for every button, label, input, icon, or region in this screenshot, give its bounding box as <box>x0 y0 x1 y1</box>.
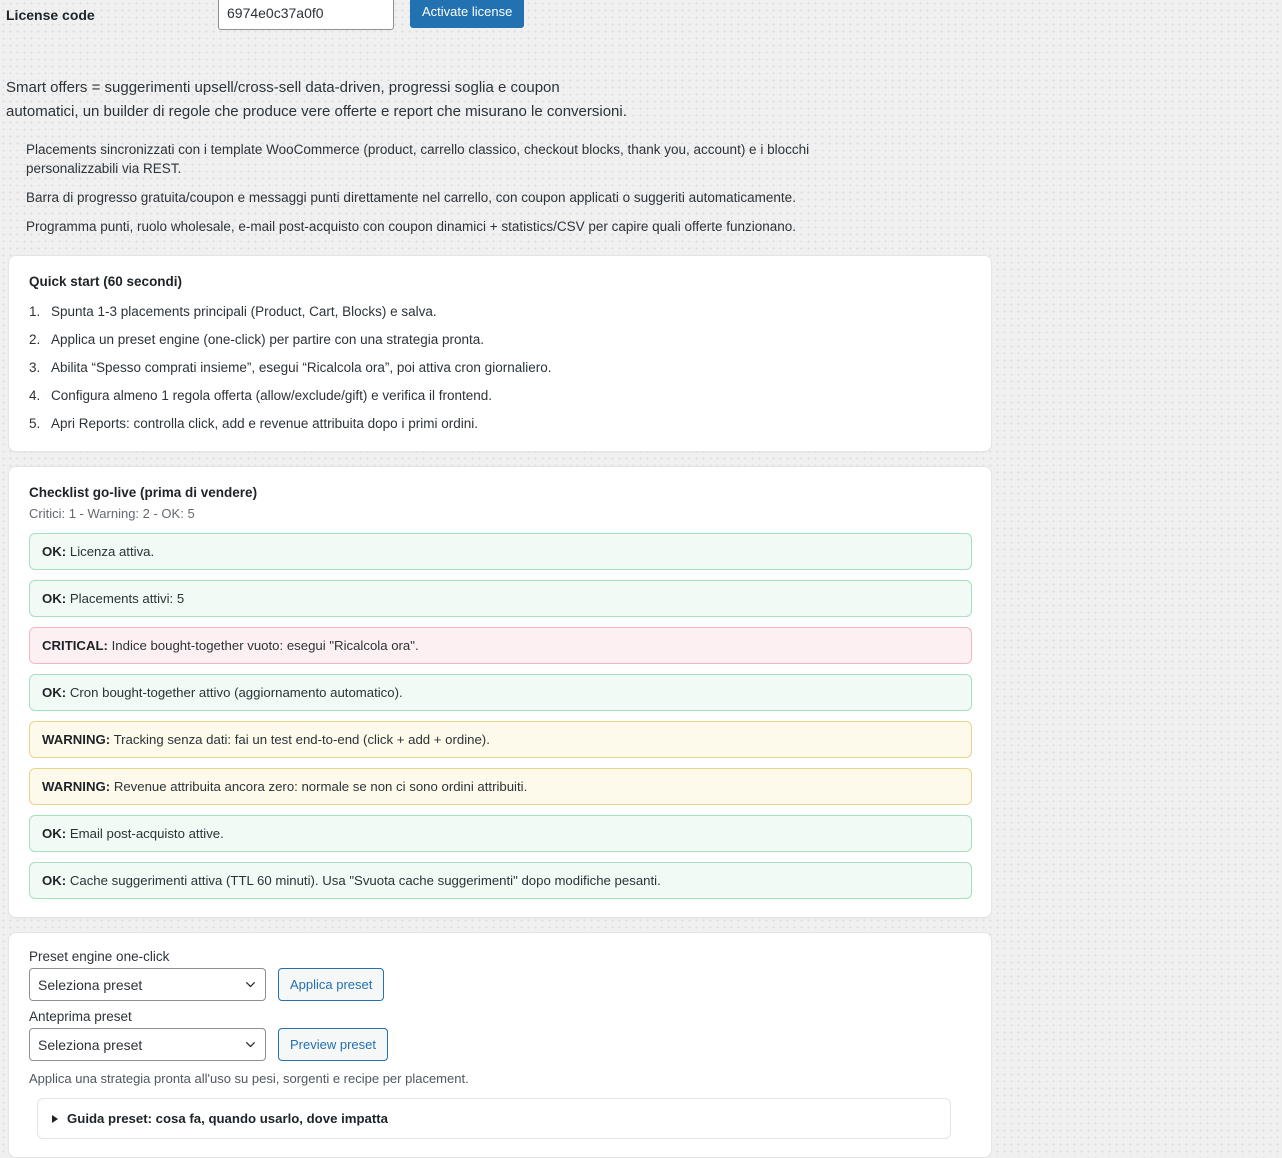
preset-preview-select[interactable] <box>29 1028 266 1061</box>
status-badge: WARNING: <box>42 779 111 794</box>
checklist-summary: Critici: 1 - Warning: 2 - OK: 5 <box>29 506 195 521</box>
status-badge: OK: <box>42 873 67 888</box>
feature-list-item: Barra di progresso gratuita/coupon e messaggi punti direttamente nel carrello, con coupon applicati o suggeriti automaticamente. <box>26 190 796 205</box>
preset-preview-row <box>29 1028 977 1061</box>
activate-license-button[interactable]: Activate license <box>410 0 524 28</box>
checklist-alert-text: Cron bought-together attivo (aggiornamento automatico). <box>69 685 403 700</box>
checklist-alert-row <box>29 721 972 758</box>
quick-start-steps <box>23 303 977 433</box>
license-code-input[interactable] <box>218 0 394 30</box>
license-code-label: License code <box>6 7 95 23</box>
checklist-alert-row <box>29 815 972 852</box>
checklist-alert-row <box>29 674 972 711</box>
feature-list-item: Placements sincronizzati con i template WooCommerce (product, carrello classico, checkout blocks, thank you, account) e i blocchi personalizzabili via REST. <box>26 142 810 176</box>
preview-preset-button[interactable]: Preview preset <box>278 1028 388 1061</box>
status-badge: OK: <box>42 544 67 559</box>
feature-list-item: Programma punti, ruolo wholesale, e-mail post-acquisto con coupon dinamici + statistics/CSV per capire quali offerte funzionano. <box>26 219 797 234</box>
preset-apply-select-wrap <box>29 968 266 1001</box>
intro-paragraph: Smart offers = suggerimenti upsell/cross-sell data-driven, progressi soglia e coupon automatici, un builder di regole che produce vere offerte e report che misurano le conversioni. <box>6 79 627 120</box>
checklist-alert-row <box>29 627 972 664</box>
checklist-alert-list <box>23 533 977 899</box>
quick-start-title: Quick start (60 secondi) <box>29 274 183 289</box>
checklist-alert-text: Tracking senza dati: fai un test end-to-end (click + add + ordine). <box>113 732 490 747</box>
quick-start-step: Applica un preset engine (one-click) per partire con una strategia pronta. <box>51 332 484 347</box>
status-badge: OK: <box>42 591 67 606</box>
quick-start-step: Apri Reports: controlla click, add e revenue attribuita dopo i primi ordini. <box>51 416 478 431</box>
checklist-card <box>8 466 992 918</box>
checklist-alert-text: Cache suggerimenti attiva (TTL 60 minuti). Usa "Svuota cache suggerimenti" dopo modifiche pesanti. <box>69 873 661 888</box>
checklist-alert-row <box>29 768 972 805</box>
status-badge: OK: <box>42 826 67 841</box>
checklist-alert-row <box>29 580 972 617</box>
preset-guide-details[interactable] <box>37 1098 951 1139</box>
checklist-alert-text: Placements attivi: 5 <box>69 591 185 606</box>
checklist-alert-text: Email post-acquisto attive. <box>69 826 224 841</box>
quick-start-step: Abilita “Spesso comprati insieme”, esegui “Ricalcola ora”, poi attiva cron giornaliero. <box>51 360 552 375</box>
quick-start-step: Configura almeno 1 regola offerta (allow/exclude/gift) e verifica il frontend. <box>51 388 492 403</box>
status-badge: CRITICAL: <box>42 638 108 653</box>
checklist-alert-text: Licenza attiva. <box>69 544 155 559</box>
checklist-title: Checklist go-live (prima di vendere) <box>29 485 258 500</box>
apply-preset-button[interactable]: Applica preset <box>278 968 384 1001</box>
status-badge: OK: <box>42 685 67 700</box>
quick-start-card <box>8 255 992 452</box>
quick-start-step: Spunta 1-3 placements principali (Product, Cart, Blocks) e salva. <box>51 304 437 319</box>
status-badge: WARNING: <box>42 732 111 747</box>
checklist-alert-row <box>29 862 972 899</box>
preset-guide-summary-label: Guida preset: cosa fa, quando usarlo, dove impatta <box>67 1111 388 1126</box>
preset-apply-row <box>29 968 977 1001</box>
preset-preview-label: Anteprima preset <box>29 1009 132 1024</box>
preset-apply-label: Preset engine one-click <box>29 949 170 964</box>
license-row <box>0 0 1282 32</box>
feature-list <box>0 140 830 236</box>
preset-guide-summary[interactable] <box>52 1111 936 1126</box>
preset-helper-text: Applica una strategia pronta all'uso su pesi, sorgenti e recipe per placement. <box>29 1071 469 1086</box>
checklist-alert-text: Revenue attribuita ancora zero: normale se non ci sono ordini attribuiti. <box>113 779 528 794</box>
preset-apply-select[interactable] <box>29 968 266 1001</box>
checklist-alert-row <box>29 533 972 570</box>
triangle-right-icon <box>52 1115 58 1123</box>
checklist-alert-text: Indice bought-together vuoto: esegui "Ricalcola ora". <box>111 638 419 653</box>
preset-preview-select-wrap <box>29 1028 266 1061</box>
preset-engine-card <box>8 932 992 1158</box>
